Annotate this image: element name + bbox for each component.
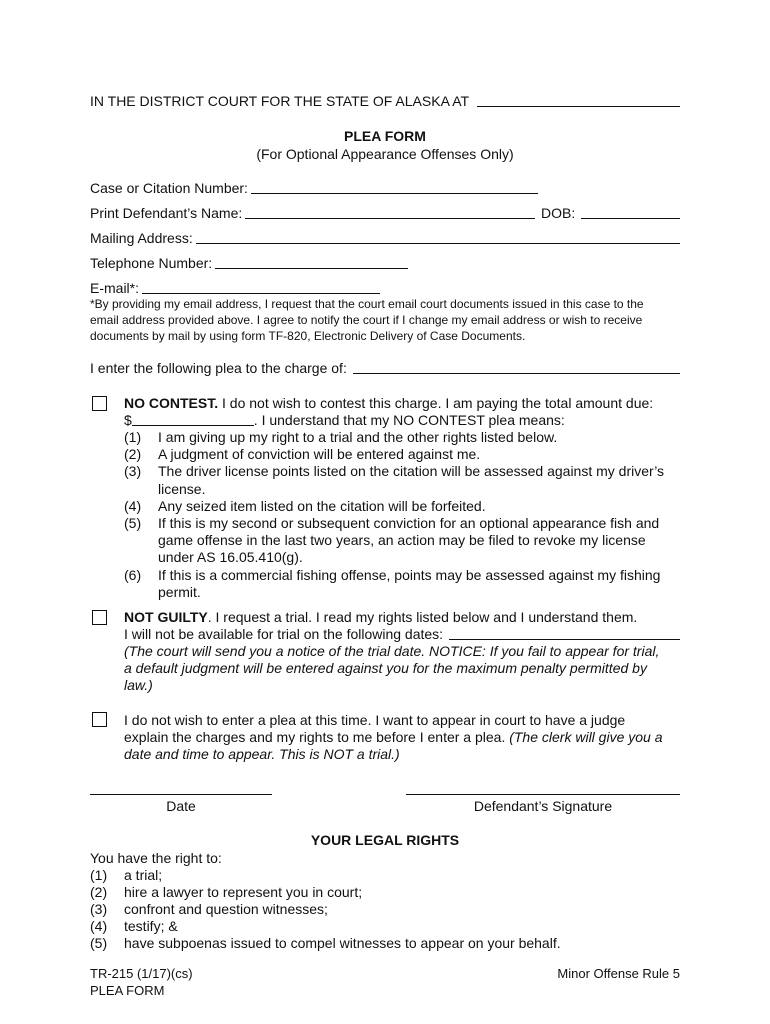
no-contest-item-text: license. (158, 480, 206, 497)
not-guilty-notice-1: (The court will send you a notice of the trial date. NOTICE: If you fail to appear for trial, (124, 643, 660, 659)
form-code: TR-215 (1/17)(cs) (90, 966, 193, 981)
no-contest-item-text: game offense in the last two years, an action may be filed to revoke my license (158, 532, 646, 549)
no-contest-item-text: permit. (158, 583, 201, 600)
not-guilty-notice-2: a default judgment will be entered against you for the maximum penalty permitted by (124, 660, 647, 676)
not-guilty-notice-3: law.) (124, 677, 153, 693)
defendant-name-field[interactable] (245, 218, 535, 219)
case-number-label: Case or Citation Number: (90, 180, 248, 196)
mailing-address-field[interactable] (196, 243, 680, 244)
no-contest-item-number: (5) (124, 515, 142, 531)
legal-right-item: confront and question witnesses; (124, 901, 328, 917)
no-contest-item-text: The driver license points listed on the citation will be assessed against my driver’s (158, 463, 665, 480)
mailing-address-label: Mailing Address: (90, 230, 193, 246)
no-contest-item-text: A judgment of conviction will be entered against me. (158, 446, 481, 463)
not-guilty-text-1: . I request a trial. I read my rights listed below and I understand them. (207, 609, 638, 625)
defendant-signature-line[interactable] (406, 794, 680, 795)
legal-right-number: (1) (90, 867, 108, 883)
legal-right-number: (2) (90, 884, 108, 900)
no-contest-item-text: If this is my second or subsequent conviction for an optional appearance fish and (158, 515, 660, 531)
no-contest-item-number: (1) (124, 429, 142, 445)
email-note-line-1: *By providing my email address, I request that the court email court documents issued in this case to the (90, 297, 644, 311)
unavailable-dates-row (124, 626, 680, 643)
plea-charge-row (90, 360, 680, 377)
unavailable-dates-label: I will not be available for trial on the following dates: (124, 626, 444, 642)
footer-form-name: PLEA FORM (90, 983, 165, 998)
no-plea-line-2 (124, 729, 663, 746)
no-contest-heading: NO CONTEST. (124, 395, 219, 411)
email-label: E-mail*: (90, 280, 140, 296)
legal-rights-title: YOUR LEGAL RIGHTS (310, 832, 460, 848)
legal-right-number: (3) (90, 901, 108, 917)
no-plea-line-1: I do not wish to enter a plea at this time. I want to appear in court to have a judge (124, 712, 626, 728)
unavailable-dates-field[interactable] (449, 639, 680, 640)
legal-right-number: (5) (90, 935, 108, 951)
no-contest-item-text: under AS 16.05.410(g). (158, 549, 303, 566)
defendant-signature-label: Defendant’s Signature (473, 798, 613, 814)
not-guilty-heading: NOT GUILTY (124, 609, 208, 625)
no-contest-item-number: (3) (124, 463, 142, 480)
email-row (90, 280, 380, 297)
case-number-field[interactable] (251, 193, 538, 194)
no-contest-item-number: (4) (124, 497, 142, 514)
telephone-label: Telephone Number: (90, 255, 213, 271)
court-line-label: IN THE DISTRICT COURT FOR THE STATE OF ALASKA AT (90, 93, 470, 109)
no-contest-item-number: (2) (124, 446, 142, 463)
plea-charge-label: I enter the following plea to the charge of: (90, 360, 347, 376)
no-contest-text-1: I do not wish to contest this charge. I am paying the total amount due: (218, 395, 654, 411)
case-number-row (90, 180, 538, 197)
dob-label: DOB: (541, 205, 576, 221)
footer-rule: Minor Offense Rule 5 (557, 966, 680, 981)
no-contest-text-2: . I understand that my NO CONTEST plea means: (253, 412, 565, 428)
telephone-field[interactable] (215, 268, 408, 269)
dollar-sign: $ (124, 412, 132, 428)
no-plea-checkbox[interactable] (92, 712, 107, 727)
plea-charge-field[interactable] (353, 373, 680, 374)
legal-right-item: testify; & (124, 918, 178, 934)
dob-field[interactable] (581, 218, 680, 219)
no-plea-line-3: date and time to appear. This is NOT a trial.) (124, 746, 400, 762)
no-contest-checkbox[interactable] (92, 396, 107, 411)
defendant-name-label: Print Defendant’s Name: (90, 205, 243, 221)
form-title: PLEA FORM (344, 128, 426, 144)
no-plea-text-2: explain the charges and my rights to me before I enter a plea. (124, 729, 510, 745)
telephone-row (90, 255, 408, 272)
defendant-name-row (90, 205, 535, 222)
court-location-field[interactable] (477, 106, 680, 107)
not-guilty-checkbox[interactable] (92, 610, 107, 625)
legal-right-number: (4) (90, 918, 108, 934)
no-contest-item-text: Any seized item listed on the citation will be forfeited. (158, 497, 486, 514)
no-contest-item-text: If this is a commercial fishing offense, points may be assessed against my fishing (158, 566, 661, 583)
court-line (90, 93, 680, 110)
no-plea-italic-2: (The clerk will give you a (509, 729, 663, 745)
no-contest-line-1 (124, 395, 653, 412)
form-subtitle: (For Optional Appearance Offenses Only) (256, 146, 514, 162)
legal-right-item: have subpoenas issued to compel witnesses to appear on your behalf. (124, 935, 561, 951)
no-contest-item-number: (6) (124, 566, 142, 583)
legal-right-item: hire a lawyer to represent you in court; (124, 884, 363, 900)
legal-right-item: a trial; (124, 867, 163, 883)
legal-rights-intro: You have the right to: (90, 850, 222, 866)
mailing-address-row (90, 230, 680, 247)
email-note-line-3: documents by mail by using form TF-820, Electronic Delivery of Case Documents. (90, 329, 526, 343)
no-contest-line-2 (124, 412, 565, 429)
amount-due-field[interactable] (132, 425, 254, 426)
dob-row (541, 205, 680, 222)
date-signature-line[interactable] (90, 794, 272, 795)
email-note-line-2: email address provided above. I agree to notify the court if I change my email address or wish to receive (90, 313, 643, 327)
not-guilty-line-1 (124, 609, 637, 626)
no-contest-item-text: I am giving up my right to a trial and the other rights listed below. (158, 429, 558, 445)
date-label: Date (166, 798, 196, 814)
email-field[interactable] (142, 293, 380, 294)
